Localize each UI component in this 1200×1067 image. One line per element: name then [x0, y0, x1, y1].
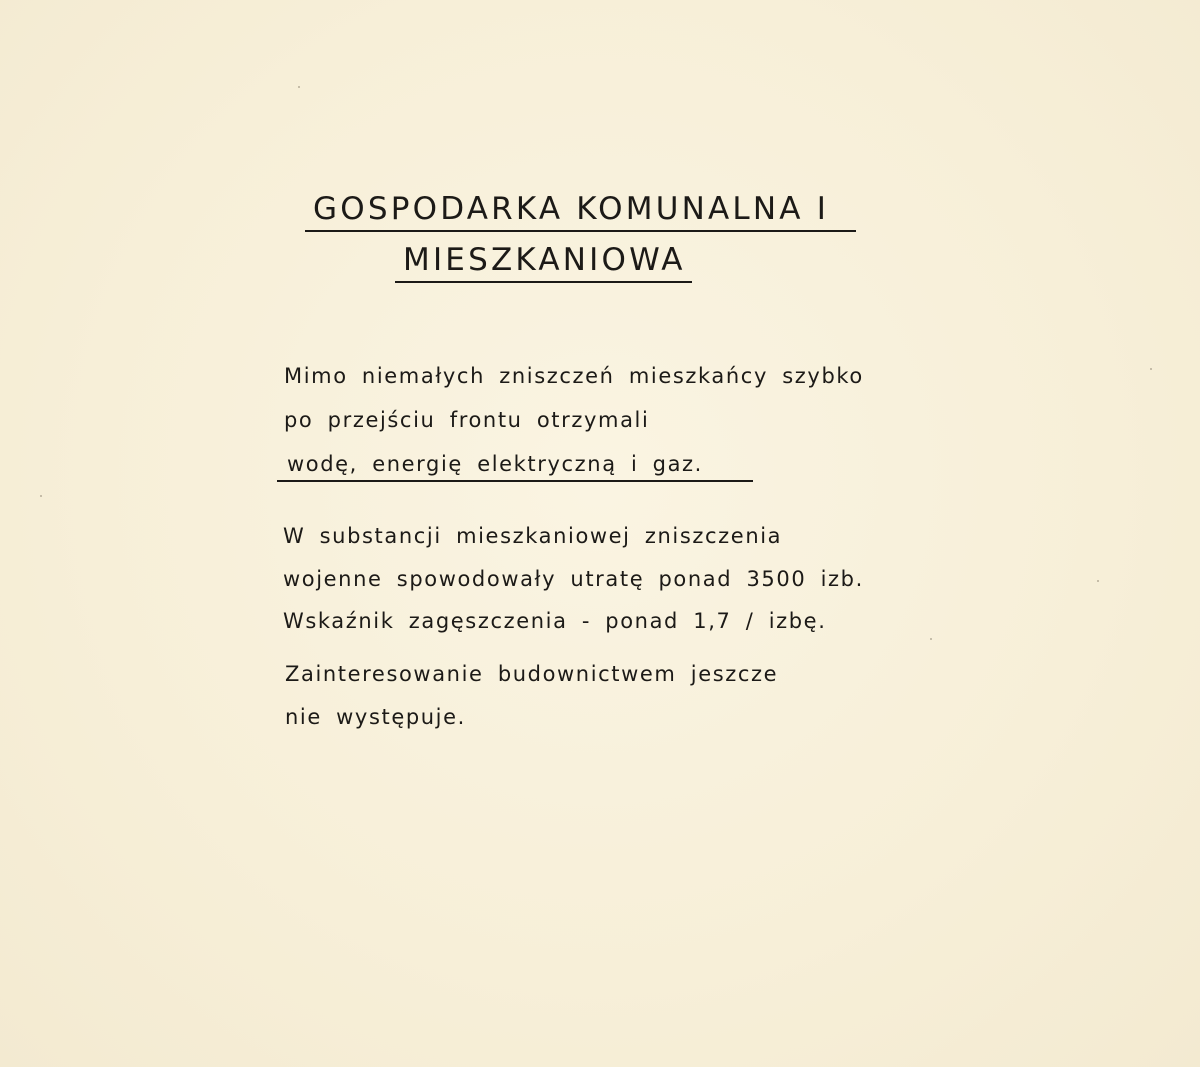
- document-title-line-1: GOSPODARKA KOMUNALNA I: [313, 191, 830, 227]
- paper-speck: [298, 86, 300, 88]
- paragraph-3-line-2: nie występuje.: [285, 705, 466, 729]
- paragraph-2-line-1: W substancji mieszkaniowej zniszczenia: [283, 524, 783, 548]
- paragraph-1-line-1: Mimo niemałych zniszczeń mieszkańcy szybko: [284, 364, 864, 388]
- paragraph-1-underline: [277, 480, 753, 482]
- title-underline-2: [395, 281, 692, 283]
- document-title-line-2: MIESZKANIOWA: [403, 242, 686, 278]
- paragraph-1-line-3: wodę, energię elektryczną i gaz.: [287, 452, 703, 476]
- paragraph-3-line-1: Zainteresowanie budownictwem jeszcze: [285, 662, 779, 686]
- paragraph-1-line-2: po przejściu frontu otrzymali: [284, 408, 650, 432]
- paper-speck: [40, 495, 42, 497]
- paper-speck: [1150, 368, 1152, 370]
- title-underline-1: [305, 230, 856, 232]
- paper-speck: [930, 638, 932, 640]
- paper-speck: [1097, 580, 1099, 582]
- paragraph-2-line-3: Wskaźnik zagęszczenia - ponad 1,7 / izbę.: [283, 609, 827, 633]
- paragraph-2-line-2: wojenne spowodowały utratę ponad 3500 izb.: [283, 567, 864, 591]
